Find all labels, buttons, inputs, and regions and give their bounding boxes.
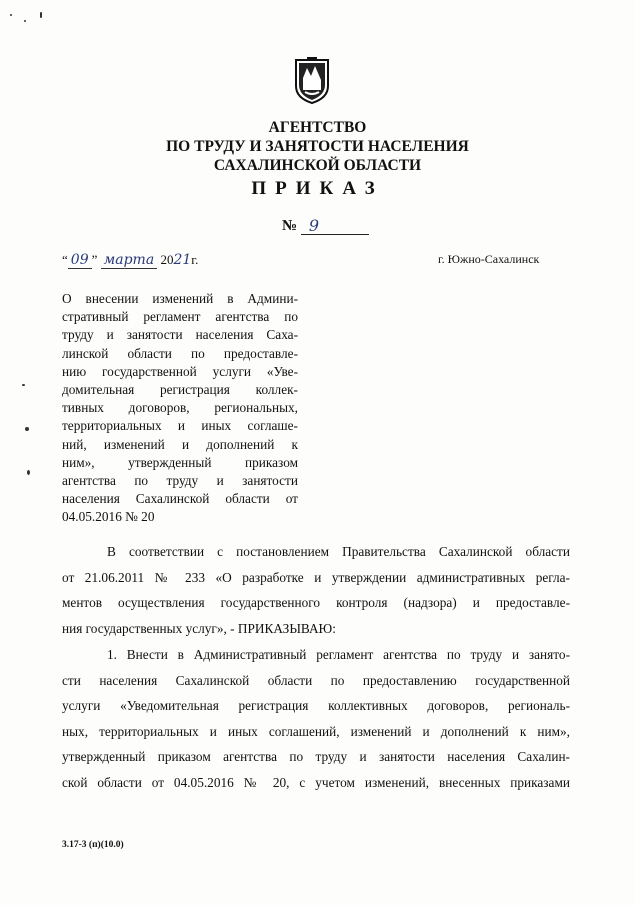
subject-line: 04.05.2016 № 20 — [62, 509, 155, 525]
body-line: 1. Внести в Административный регламент агентства по труду и занято- — [107, 647, 570, 662]
city: г. Южно-Сахалинск — [438, 252, 540, 266]
subject-line: агентства по труду и занятости — [62, 473, 298, 489]
document-type-title: ПРИКАЗ — [251, 178, 384, 199]
body-line: ментов осуществления государственного контроля (надзора) и предоставле- — [62, 595, 570, 611]
body-line: ных, территориальных и иных соглашений, изменений и дополнений к ним», — [62, 723, 570, 739]
body-line: ния государственных услуг», - ПРИКАЗЫВАЮ: — [62, 620, 336, 636]
subject-line: О внесении изменений в Админи- — [62, 291, 298, 306]
quote-close: ” — [91, 252, 98, 267]
order-subject — [62, 290, 298, 527]
subject-line: домительная регистрация коллек- — [62, 382, 298, 398]
order-date — [62, 252, 198, 268]
scan-speck — [24, 20, 26, 22]
subject-line: населения Сахалинской области от — [62, 491, 298, 507]
subject-line: ний, изменений и дополнений к — [62, 436, 298, 452]
subject-line: тивных договоров, региональных, — [62, 400, 298, 416]
scan-speck — [25, 427, 29, 431]
subject-line: территориальных и иных соглаше- — [62, 418, 298, 434]
order-number — [282, 216, 369, 235]
scan-speck — [27, 470, 30, 475]
agency-line: ПО ТРУДУ И ЗАНЯТОСТИ НАСЕЛЕНИЯ — [166, 138, 469, 155]
scan-speck — [40, 12, 42, 18]
date-month: марта — [101, 252, 158, 269]
body-line: утвержденный приказом агентства по труду и занятости населения Сахалин- — [62, 749, 570, 765]
agency-name — [0, 118, 635, 175]
body-line: ской области от 04.05.2016 № 20, с учетом изменений, внесенных приказами — [62, 774, 570, 790]
scan-speck — [10, 14, 12, 16]
date-suffix: г. — [191, 252, 199, 267]
sakhalin-coat-of-arms-icon — [293, 56, 331, 104]
footer-code: 3.17-3 (п)(10.0) — [62, 840, 124, 850]
body-line: от 21.06.2011 № 233 «О разработке и утверждении административных регла- — [62, 569, 570, 585]
body-line: В соответствии с постановлением Правительства Сахалинской области — [107, 544, 570, 559]
number-value: 9 — [301, 216, 369, 235]
subject-line: труду и занятости населения Саха- — [62, 327, 298, 343]
subject-line: стративный регламент агентства по — [62, 309, 298, 325]
agency-line: АГЕНТСТВО — [268, 119, 367, 136]
body-line: услуги «Уведомительная регистрация коллективных договоров, региональ- — [62, 698, 570, 714]
number-label: № — [282, 218, 298, 234]
subject-line: линской области по предоставле- — [62, 345, 298, 361]
date-year-prefix: 20 — [160, 252, 174, 267]
subject-line: ним», утвержденный приказом — [62, 454, 298, 470]
date-year-suffix: 21 — [173, 252, 192, 268]
preamble-paragraph — [62, 539, 570, 641]
body-line: сти населения Сахалинской области по предоставлению государственной — [62, 672, 570, 688]
date-day: 09 — [68, 252, 92, 269]
quote-open: “ — [62, 252, 68, 267]
subject-line: нию государственной услуги «Уве- — [62, 363, 298, 379]
agency-line: САХАЛИНСКОЙ ОБЛАСТИ — [213, 157, 422, 174]
scan-speck — [22, 384, 25, 386]
clause-1-paragraph — [62, 642, 570, 796]
